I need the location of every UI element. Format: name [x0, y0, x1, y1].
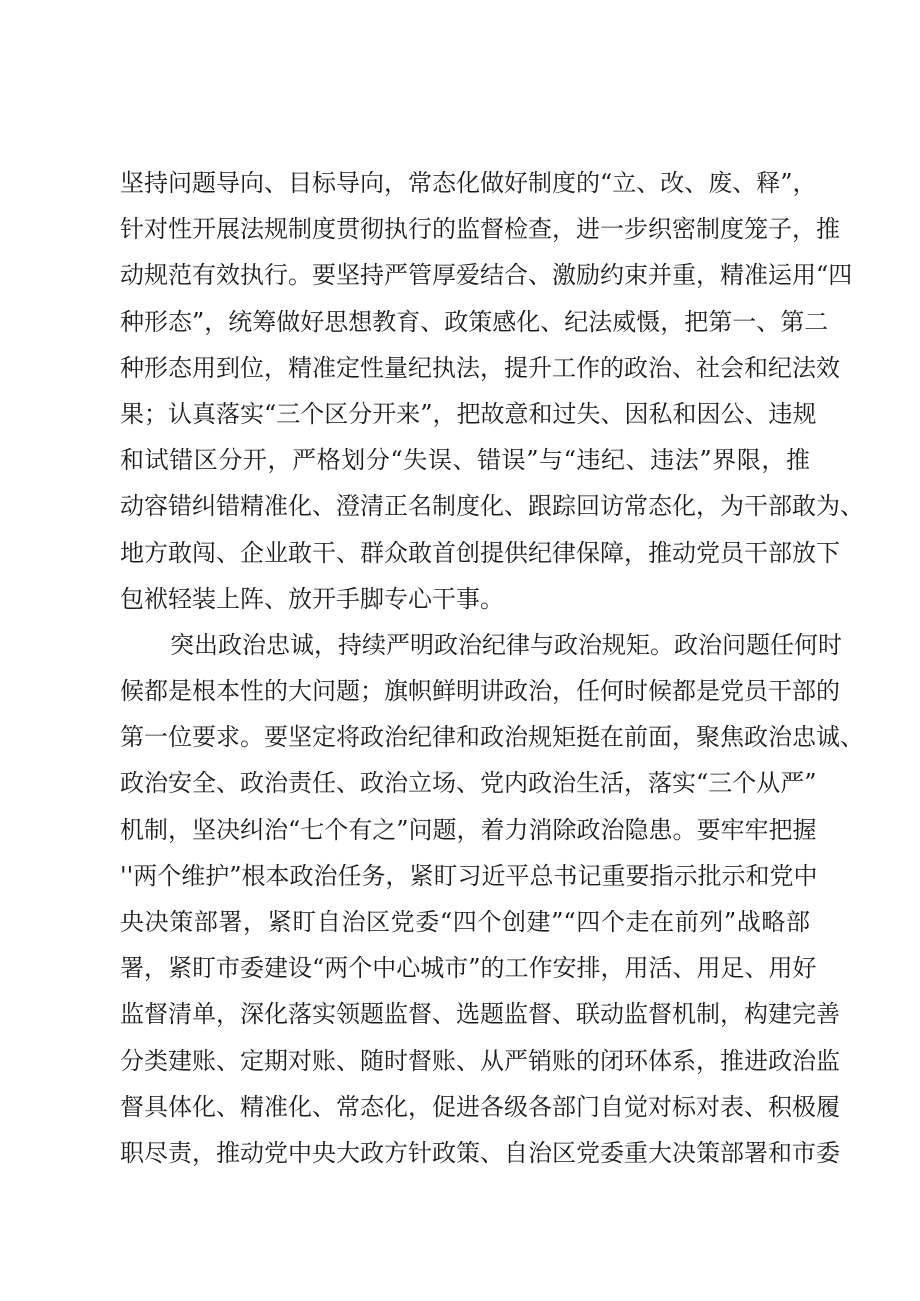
text-line: 果；认真落实“三个区分开来”，把故意和过失、因私和因公、违规: [120, 399, 817, 428]
text-line: 监督清单，深化落实领题监督、选题监督、联动监督机制，构建完善: [120, 1000, 840, 1029]
text-line: 候都是根本性的大问题；旗帜鲜明讲政治，任何时候都是党员干部的: [120, 677, 840, 706]
text-line: 分类建账、定期对账、随时督账、从严销账的闭环体系，推进政治监: [120, 1046, 840, 1075]
text-line: 和试错区分开，严格划分“失误、错误”与“违纪、违法”界限，推: [120, 446, 810, 475]
text-line: 突出政治忠诚，持续严明政治纪律与政治规矩。政治问题任何时: [170, 630, 842, 659]
text-line: 督具体化、精准化、常态化，促进各级各部门自觉对标对表、积极履: [120, 1092, 840, 1121]
body-text: [120, 160, 864, 1176]
text-line: 第一位要求。要坚定将政治纪律和政治规矩挺在前面，聚焦政治忠诚、: [120, 723, 864, 752]
text-line: ''两个维护”根本政治任务，紧盯习近平总书记重要指示批示和党中: [120, 861, 818, 890]
paragraph-2: [120, 622, 864, 1176]
text-line: 种形态”，统筹做好思想教育、政策感化、纪法威慑，把第一、第二: [120, 307, 829, 336]
text-line: 包袱轻装上阵、放开手脚专心干事。: [120, 584, 504, 613]
text-line: 职尽责，推动党中央大政方针政策、自治区党委重大决策部署和市委: [120, 1138, 840, 1167]
text-line: 署，紧盯市委建设“两个中心城市”的工作安排，用活、用足、用好: [120, 954, 817, 983]
paragraph-1: [120, 160, 864, 622]
text-line: 央决策部署，紧盯自治区党委“四个创建”“四个走在前列”战略部: [120, 908, 810, 936]
text-line: 针对性开展法规制度贯彻执行的监督检查，进一步织密制度笼子，推: [120, 215, 840, 244]
text-line: 动规范有效执行。要坚持严管厚爱结合、激励约束并重，精准运用“四: [120, 261, 853, 290]
text-line: 政治安全、政治责任、政治立场、党内政治生活，落实“三个从严”: [120, 769, 817, 798]
text-line: 动容错纠错精准化、澄清正名制度化、跟踪回访常态化，为干部敢为、: [120, 492, 864, 521]
text-line: 机制，坚决纠治“七个有之”问题，着力消除政治隐患。要牢牢把握: [120, 815, 817, 844]
text-line: 坚持问题导向、目标导向，常态化做好制度的“立、改、废、释”，: [120, 169, 817, 197]
text-line: 种形态用到位，精准定性量纪执法，提升工作的政治、社会和纪法效: [120, 353, 840, 382]
text-line: 地方敢闯、企业敢干、群众敢首创提供纪律保障，推动党员干部放下: [120, 538, 840, 567]
